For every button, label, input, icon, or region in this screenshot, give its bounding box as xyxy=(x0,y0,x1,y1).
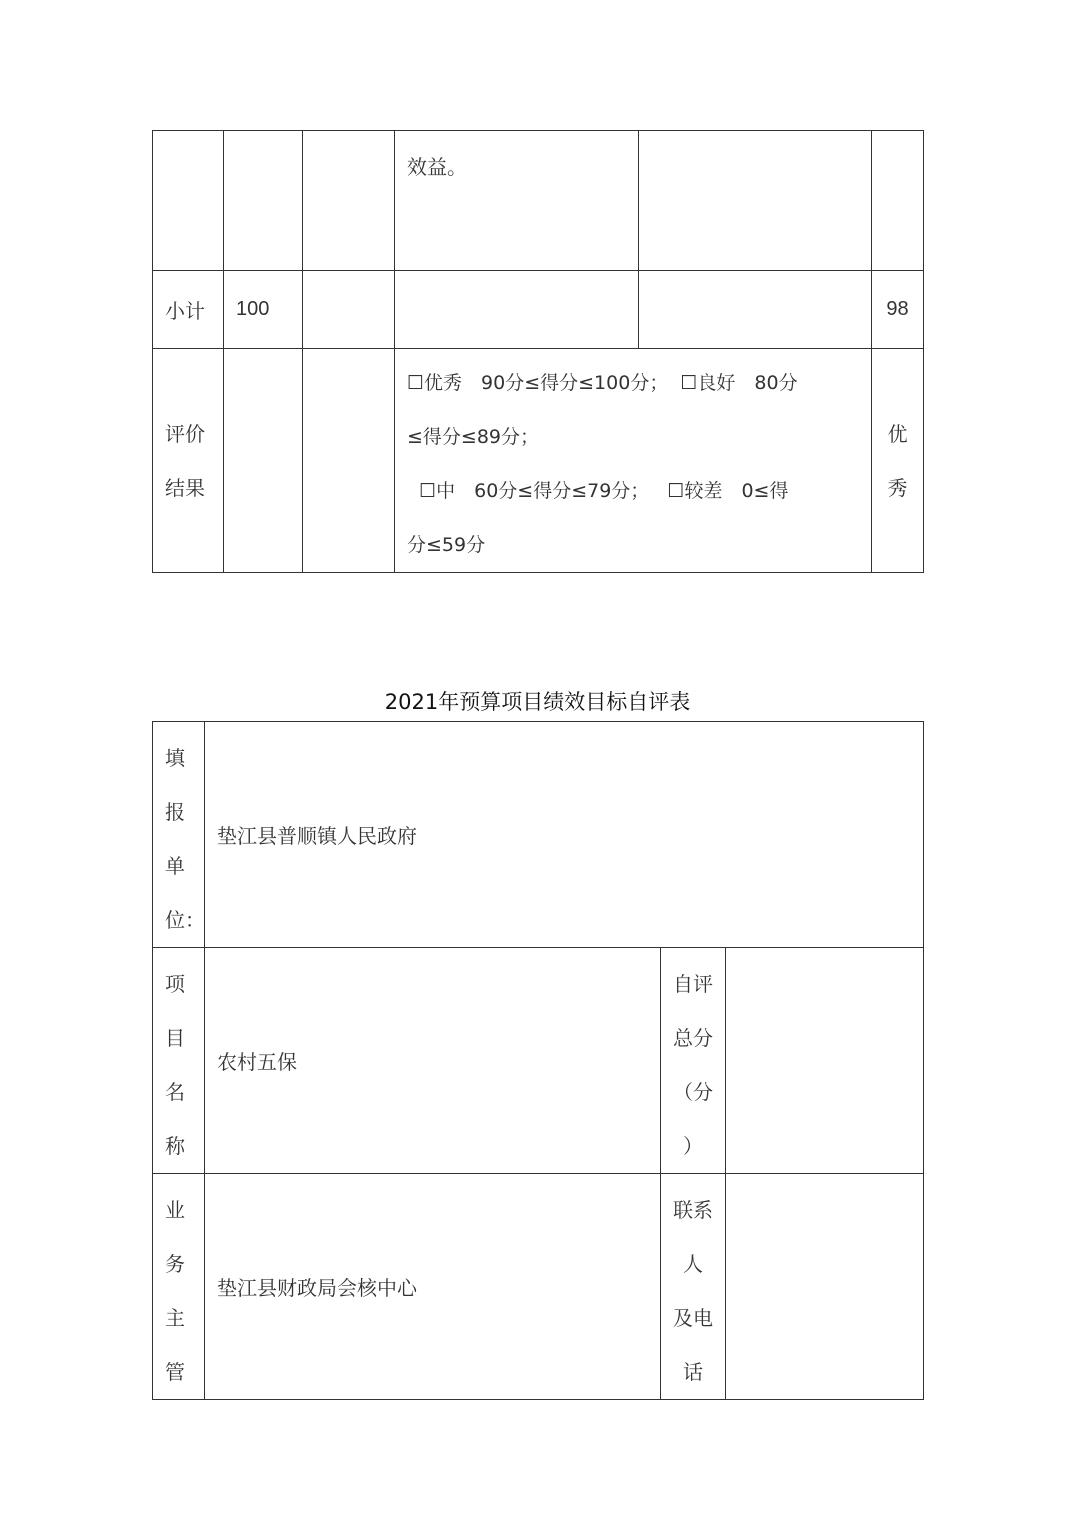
criteria-cell xyxy=(395,349,872,573)
table-row xyxy=(153,948,924,1174)
table-cell xyxy=(303,349,395,573)
table-row xyxy=(153,131,924,271)
score-label-line: （分 xyxy=(673,1080,713,1104)
dept-value: 垫江县财政局会核中心 xyxy=(217,1276,417,1300)
criteria-line: ☐中 60分≤得分≤79分； ☐较差 0≤得 xyxy=(407,480,789,502)
dept-label-char: 务 xyxy=(165,1252,185,1276)
table-cell xyxy=(872,131,924,271)
project-value: 农村五保 xyxy=(217,1050,297,1074)
grade-cell xyxy=(872,349,924,573)
page-title: 2021年预算项目绩效目标自评表 xyxy=(384,690,691,714)
dept-label-char: 管 xyxy=(165,1360,185,1384)
dept-value-cell xyxy=(205,1174,661,1400)
project-label-char: 目 xyxy=(165,1026,185,1050)
subtotal-row xyxy=(153,271,924,349)
table-cell xyxy=(224,131,303,271)
contact-label-line: 人 xyxy=(683,1252,703,1276)
score-value-cell xyxy=(726,948,924,1174)
table-cell xyxy=(395,271,639,349)
contact-value-cell xyxy=(726,1174,924,1400)
dept-label-cell xyxy=(153,1174,205,1400)
grade-line: 秀 xyxy=(887,475,908,500)
score-label-line: ） xyxy=(683,1134,703,1158)
table-cell xyxy=(639,271,872,349)
unit-label-char: 位： xyxy=(165,908,205,932)
table-cell xyxy=(224,349,303,573)
score-label-line: 自评 xyxy=(673,972,713,996)
table-cell xyxy=(303,131,395,271)
unit-value: 垫江县普顺镇人民政府 xyxy=(217,824,417,848)
table-cell xyxy=(303,271,395,349)
table-row xyxy=(153,722,924,948)
unit-label-cell xyxy=(153,722,205,948)
benefit-text: 效益。 xyxy=(407,155,467,179)
result-row xyxy=(153,349,924,573)
contact-label-line: 话 xyxy=(683,1360,703,1384)
result-label-line: 评价 xyxy=(165,421,205,446)
subtotal-label: 小计 xyxy=(165,299,205,323)
subtotal-label-cell xyxy=(153,271,224,349)
table-cell xyxy=(153,131,224,271)
grade-line: 优 xyxy=(887,421,908,446)
table-row xyxy=(153,1174,924,1400)
project-label-char: 称 xyxy=(165,1134,185,1158)
self-evaluation-table xyxy=(152,721,924,1400)
table-cell xyxy=(395,131,639,271)
result-label-cell xyxy=(153,349,224,573)
subtotal-max-cell xyxy=(224,271,303,349)
subtotal-max-score: 100 xyxy=(236,298,270,320)
project-label-cell xyxy=(153,948,205,1174)
unit-label-char: 填 xyxy=(165,746,185,770)
project-label-char: 项 xyxy=(165,972,185,996)
criteria-line: 分≤59分 xyxy=(407,534,486,556)
result-label-line: 结果 xyxy=(165,475,205,500)
unit-value-cell xyxy=(205,722,924,948)
unit-label-char: 单 xyxy=(165,854,185,878)
project-value-cell xyxy=(205,948,661,1174)
contact-label-line: 及电 xyxy=(673,1306,713,1330)
contact-label-line: 联系 xyxy=(673,1198,713,1222)
score-label-line: 总分 xyxy=(673,1026,713,1050)
unit-label-char: 报 xyxy=(165,800,185,824)
table-cell xyxy=(639,131,872,271)
contact-label-cell xyxy=(661,1174,726,1400)
dept-label-char: 主 xyxy=(165,1306,185,1330)
project-label-char: 名 xyxy=(165,1080,185,1104)
criteria-line: ≤得分≤89分； xyxy=(407,426,540,448)
criteria-line: ☐优秀 90分≤得分≤100分； ☐良好 80分 xyxy=(407,372,798,394)
subtotal-score: 98 xyxy=(886,298,909,320)
score-label-cell xyxy=(661,948,726,1174)
subtotal-score-cell xyxy=(872,271,924,349)
evaluation-table-continued xyxy=(152,130,924,573)
dept-label-char: 业 xyxy=(165,1198,185,1222)
